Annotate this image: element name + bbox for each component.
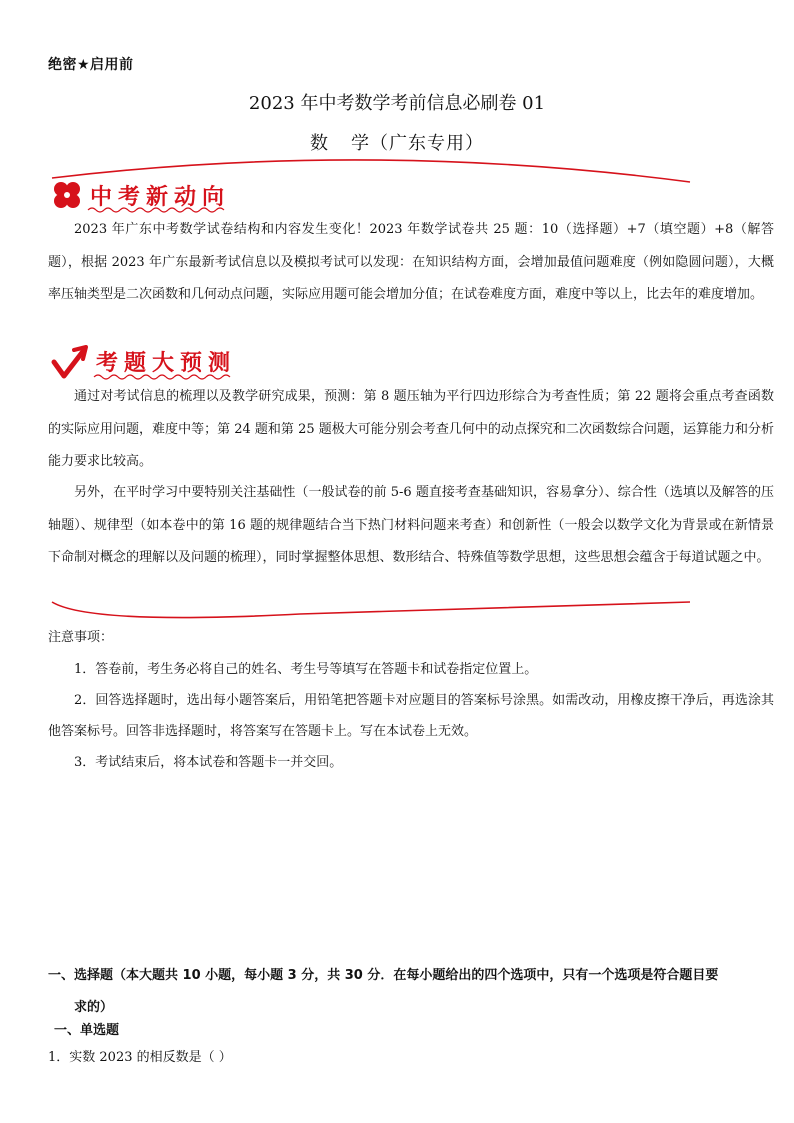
checkmark-arrow-icon	[50, 344, 90, 380]
subject-rest: 学（广东专用）	[351, 133, 484, 154]
subject-char: 数	[310, 133, 329, 154]
confidential-label: 绝密★启用前	[48, 57, 134, 73]
part-heading-line2: 求的）	[74, 1000, 114, 1015]
note-item-3: 3．考试结束后，将本试卷和答题卡一并交回。	[74, 755, 343, 770]
single-choice-heading: 一、单选题	[54, 1023, 120, 1038]
part-heading-line1: 一、选择题（本大题共 10 小题，每小题 3 分，共 30 分．在每小题给出的四个选项中，只有一个选项是符合题目要	[48, 968, 719, 983]
page-subtitle	[0, 129, 794, 155]
question-1: 1．实数 2023 的相反数是（ ）	[48, 1050, 232, 1065]
section2-paragraph-1: 通过对考试信息的梳理以及教学研究成果，预测：第 8 题压轴为平行四边形综合为考查性质；第 22 题将会重点考查函数的实际应用问题，难度中等；第 24 题和第 25 题极大可能分别会考查几何中的动点探究和二次函数综合问题，运算能力和分析能力要求比较高。	[48, 389, 774, 469]
note-item-2: 2．回答选择题时，选出每小题答案后，用铅笔把答题卡对应题目的答案标号涂黑。如需改动，用橡皮擦干净后，再选涂其他答案标号。回答非选择题时，将答案写在答题卡上。写在本试卷上无效。	[48, 693, 774, 739]
part-heading	[48, 960, 774, 1024]
section1-title: 中考新动向	[90, 185, 231, 210]
section1-paragraph: 2023 年广东中考数学试卷结构和内容发生变化！2023 年数学试卷共 25 题：10（选择题）+7（填空题）+8（解答题），根据 2023 年广东最新考试信息以及模拟考试可以发现：在知识结构方面，会增加最值问题难度（例如隐圆问题），大概率压轴类型是二次函数和几何动点问题，实际应用题可能会增加分值；在试卷难度方面，难度中等以上，比去年的难度增加。	[48, 222, 774, 302]
notes-title: 注意事项：	[48, 630, 114, 645]
clover-icon	[50, 178, 84, 212]
section2-title: 考题大预测	[96, 351, 237, 376]
note-item-1: 1．答卷前，考生务必将自己的姓名、考生号等填写在答题卡和试卷指定位置上。	[74, 662, 538, 677]
page-title: 2023 年中考数学考前信息必刷卷 01	[248, 93, 546, 114]
frame-bottom-arc	[52, 602, 690, 618]
frame-top-arc	[52, 160, 690, 182]
section2-paragraph-2: 另外，在平时学习中要特别关注基础性（一般试卷的前 5-6 题直接考查基础知识，容易拿分）、综合性（选填以及解答的压轴题）、规律型（如本卷中的第 16 题的规律题结合当下热门材料问题来考查）和创新性（一般会以数学文化为背景或在新情景下命制对概念的理解以及问题的梳理），同时掌握整体思想、数形结合、特殊值等数学思想，这些思想会蕴含于每道试题之中。	[48, 485, 774, 565]
